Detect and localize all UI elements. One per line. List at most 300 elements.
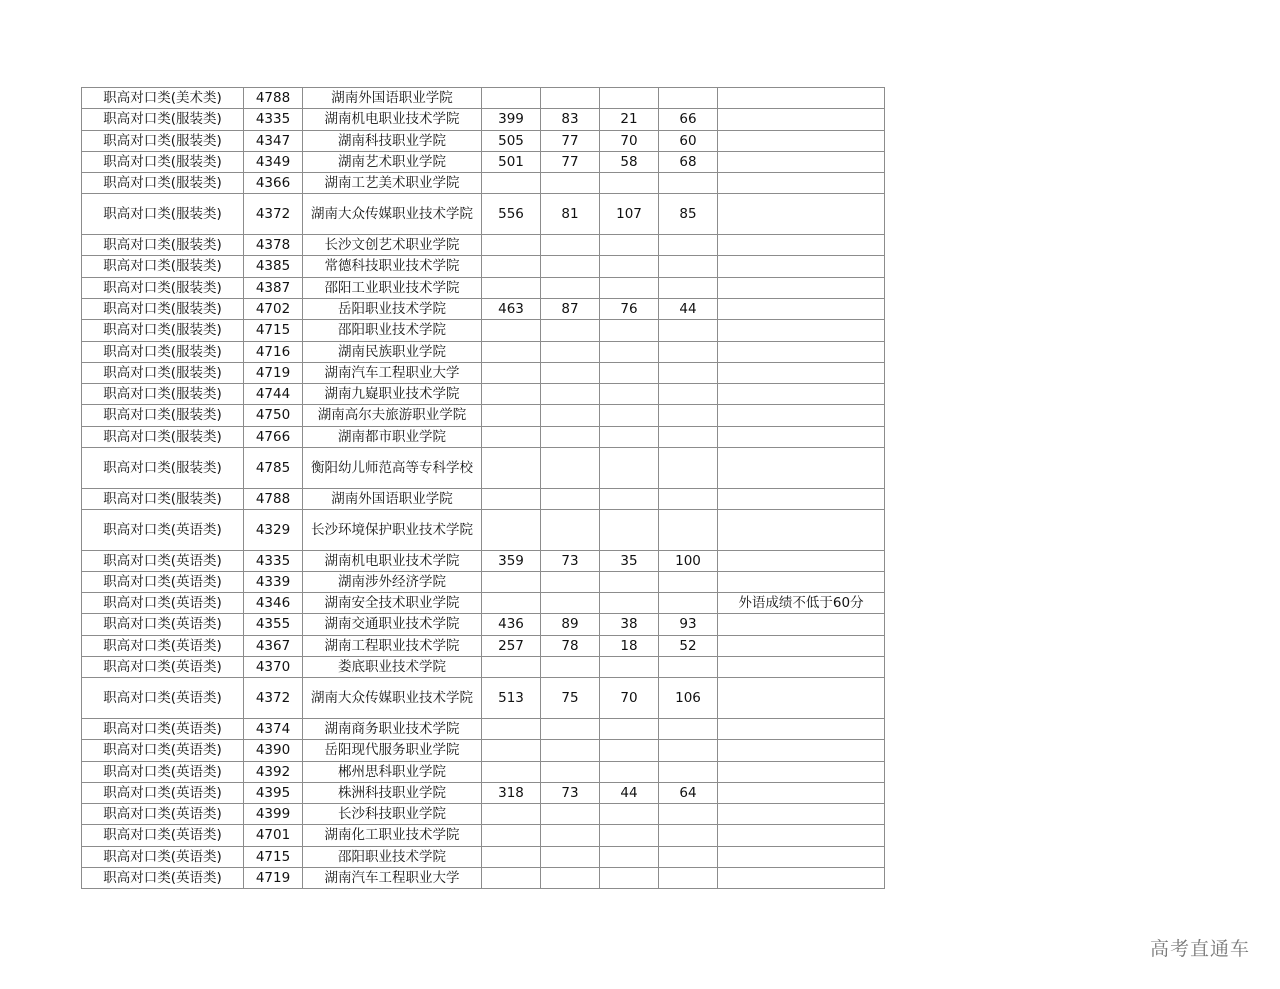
- score-cell-2: [541, 509, 600, 550]
- table-row: [82, 740, 885, 761]
- category-cell: 职高对口类(英语类): [82, 614, 244, 635]
- school-name-cell: 湖南安全技术职业学院: [303, 593, 482, 614]
- school-name-cell: 湖南化工职业技术学院: [303, 825, 482, 846]
- score-cell-4: [659, 488, 718, 509]
- table-body: [82, 88, 885, 889]
- score-cell-1: [482, 384, 541, 405]
- score-cell-1: [482, 88, 541, 109]
- school-code-cell: 4367: [244, 635, 303, 656]
- score-cell-1: [482, 593, 541, 614]
- school-code-cell: 4335: [244, 109, 303, 130]
- school-name-cell: 岳阳现代服务职业学院: [303, 740, 482, 761]
- note-cell: [718, 362, 885, 383]
- school-name-cell: 岳阳职业技术学院: [303, 298, 482, 319]
- score-cell-4: [659, 448, 718, 489]
- school-code-cell: 4387: [244, 277, 303, 298]
- score-cell-3: [600, 384, 659, 405]
- score-cell-4: [659, 362, 718, 383]
- school-code-cell: 4372: [244, 194, 303, 235]
- table-row: [82, 256, 885, 277]
- score-cell-1: [482, 867, 541, 888]
- score-cell-2: [541, 593, 600, 614]
- table-row: [82, 550, 885, 571]
- category-cell: 职高对口类(英语类): [82, 867, 244, 888]
- score-cell-3: [600, 88, 659, 109]
- score-cell-3: 18: [600, 635, 659, 656]
- category-cell: 职高对口类(服装类): [82, 109, 244, 130]
- score-cell-2: [541, 173, 600, 194]
- score-cell-4: 44: [659, 298, 718, 319]
- note-cell: [718, 298, 885, 319]
- school-code-cell: 4788: [244, 488, 303, 509]
- score-cell-3: [600, 448, 659, 489]
- score-cell-2: 73: [541, 782, 600, 803]
- score-cell-3: 58: [600, 151, 659, 172]
- school-code-cell: 4395: [244, 782, 303, 803]
- category-cell: 职高对口类(服装类): [82, 256, 244, 277]
- table-row: [82, 298, 885, 319]
- score-cell-2: [541, 320, 600, 341]
- score-cell-2: 75: [541, 678, 600, 719]
- category-cell: 职高对口类(服装类): [82, 277, 244, 298]
- category-cell: 职高对口类(服装类): [82, 130, 244, 151]
- school-name-cell: 湖南交通职业技术学院: [303, 614, 482, 635]
- score-cell-2: [541, 867, 600, 888]
- score-cell-3: [600, 761, 659, 782]
- category-cell: 职高对口类(服装类): [82, 194, 244, 235]
- table-row: [82, 109, 885, 130]
- school-name-cell: 湖南商务职业技术学院: [303, 718, 482, 739]
- category-cell: 职高对口类(英语类): [82, 761, 244, 782]
- school-code-cell: 4716: [244, 341, 303, 362]
- score-cell-2: [541, 846, 600, 867]
- score-cell-1: [482, 657, 541, 678]
- table-row: [82, 571, 885, 592]
- school-name-cell: 长沙文创艺术职业学院: [303, 235, 482, 256]
- score-cell-1: [482, 320, 541, 341]
- school-code-cell: 4719: [244, 867, 303, 888]
- table-row: [82, 761, 885, 782]
- score-cell-1: [482, 426, 541, 447]
- score-cell-2: [541, 341, 600, 362]
- note-cell: [718, 277, 885, 298]
- score-cell-4: [659, 593, 718, 614]
- score-cell-4: [659, 571, 718, 592]
- score-cell-4: [659, 867, 718, 888]
- score-cell-1: [482, 761, 541, 782]
- note-cell: 外语成绩不低于60分: [718, 593, 885, 614]
- category-cell: 职高对口类(英语类): [82, 635, 244, 656]
- note-cell: [718, 426, 885, 447]
- score-cell-2: 87: [541, 298, 600, 319]
- table-row: [82, 320, 885, 341]
- score-cell-1: [482, 277, 541, 298]
- note-cell: [718, 509, 885, 550]
- score-cell-1: 505: [482, 130, 541, 151]
- score-cell-1: [482, 488, 541, 509]
- score-cell-2: [541, 571, 600, 592]
- score-cell-2: 89: [541, 614, 600, 635]
- score-cell-4: [659, 804, 718, 825]
- table-row: [82, 488, 885, 509]
- score-cell-4: 66: [659, 109, 718, 130]
- category-cell: 职高对口类(服装类): [82, 384, 244, 405]
- table-row: [82, 341, 885, 362]
- score-cell-2: [541, 448, 600, 489]
- note-cell: [718, 88, 885, 109]
- score-cell-2: [541, 718, 600, 739]
- score-cell-3: [600, 341, 659, 362]
- note-cell: [718, 718, 885, 739]
- score-cell-2: [541, 761, 600, 782]
- score-cell-1: [482, 825, 541, 846]
- score-cell-3: [600, 320, 659, 341]
- score-cell-1: [482, 718, 541, 739]
- score-cell-4: [659, 825, 718, 846]
- note-cell: [718, 804, 885, 825]
- school-code-cell: 4390: [244, 740, 303, 761]
- school-code-cell: 4370: [244, 657, 303, 678]
- score-cell-3: 76: [600, 298, 659, 319]
- category-cell: 职高对口类(服装类): [82, 320, 244, 341]
- score-cell-3: 35: [600, 550, 659, 571]
- score-cell-4: 85: [659, 194, 718, 235]
- table-row: [82, 384, 885, 405]
- score-cell-2: [541, 657, 600, 678]
- category-cell: 职高对口类(服装类): [82, 235, 244, 256]
- score-cell-3: [600, 235, 659, 256]
- note-cell: [718, 740, 885, 761]
- score-cell-3: [600, 571, 659, 592]
- school-name-cell: 邵阳工业职业技术学院: [303, 277, 482, 298]
- score-cell-1: 399: [482, 109, 541, 130]
- school-name-cell: 湖南汽车工程职业大学: [303, 867, 482, 888]
- table-row: [82, 173, 885, 194]
- category-cell: 职高对口类(英语类): [82, 740, 244, 761]
- note-cell: [718, 614, 885, 635]
- school-code-cell: 4329: [244, 509, 303, 550]
- school-code-cell: 4719: [244, 362, 303, 383]
- school-name-cell: 长沙科技职业学院: [303, 804, 482, 825]
- score-cell-2: [541, 277, 600, 298]
- score-cell-3: 70: [600, 678, 659, 719]
- note-cell: [718, 384, 885, 405]
- score-cell-2: 77: [541, 130, 600, 151]
- school-name-cell: 娄底职业技术学院: [303, 657, 482, 678]
- table-row: [82, 426, 885, 447]
- score-cell-2: [541, 384, 600, 405]
- school-code-cell: 4346: [244, 593, 303, 614]
- school-code-cell: 4715: [244, 320, 303, 341]
- school-name-cell: 湖南九嶷职业技术学院: [303, 384, 482, 405]
- table-row: [82, 448, 885, 489]
- category-cell: 职高对口类(服装类): [82, 151, 244, 172]
- school-code-cell: 4702: [244, 298, 303, 319]
- note-cell: [718, 405, 885, 426]
- score-cell-3: [600, 277, 659, 298]
- score-cell-3: [600, 509, 659, 550]
- note-cell: [718, 173, 885, 194]
- table-row: [82, 405, 885, 426]
- note-cell: [718, 320, 885, 341]
- school-name-cell: 常德科技职业技术学院: [303, 256, 482, 277]
- table-row: [82, 277, 885, 298]
- school-name-cell: 邵阳职业技术学院: [303, 846, 482, 867]
- score-cell-1: [482, 405, 541, 426]
- score-cell-4: [659, 384, 718, 405]
- score-cell-2: [541, 235, 600, 256]
- note-cell: [718, 488, 885, 509]
- school-name-cell: 湖南艺术职业学院: [303, 151, 482, 172]
- note-cell: [718, 341, 885, 362]
- note-cell: [718, 256, 885, 277]
- school-name-cell: 湖南汽车工程职业大学: [303, 362, 482, 383]
- category-cell: 职高对口类(英语类): [82, 593, 244, 614]
- note-cell: [718, 635, 885, 656]
- school-code-cell: 4750: [244, 405, 303, 426]
- table-row: [82, 88, 885, 109]
- score-cell-4: [659, 320, 718, 341]
- score-cell-1: [482, 740, 541, 761]
- score-cell-2: [541, 804, 600, 825]
- score-cell-1: 513: [482, 678, 541, 719]
- note-cell: [718, 678, 885, 719]
- score-cell-2: [541, 488, 600, 509]
- school-name-cell: 湖南机电职业技术学院: [303, 109, 482, 130]
- score-cell-4: 52: [659, 635, 718, 656]
- score-cell-1: [482, 804, 541, 825]
- category-cell: 职高对口类(英语类): [82, 804, 244, 825]
- score-cell-3: 107: [600, 194, 659, 235]
- score-cell-1: 257: [482, 635, 541, 656]
- table-row: [82, 846, 885, 867]
- category-cell: 职高对口类(服装类): [82, 298, 244, 319]
- score-cell-1: [482, 571, 541, 592]
- score-cell-2: [541, 256, 600, 277]
- category-cell: 职高对口类(英语类): [82, 550, 244, 571]
- score-cell-1: [482, 448, 541, 489]
- score-cell-1: [482, 341, 541, 362]
- school-code-cell: 4785: [244, 448, 303, 489]
- category-cell: 职高对口类(服装类): [82, 488, 244, 509]
- score-cell-1: 556: [482, 194, 541, 235]
- score-cell-2: 83: [541, 109, 600, 130]
- score-cell-4: [659, 173, 718, 194]
- score-cell-1: [482, 362, 541, 383]
- table-row: [82, 867, 885, 888]
- school-name-cell: 湖南大众传媒职业技术学院: [303, 678, 482, 719]
- score-cell-4: 106: [659, 678, 718, 719]
- school-name-cell: 湖南机电职业技术学院: [303, 550, 482, 571]
- school-code-cell: 4766: [244, 426, 303, 447]
- table-row: [82, 509, 885, 550]
- table-row: [82, 194, 885, 235]
- table-row: [82, 614, 885, 635]
- note-cell: [718, 825, 885, 846]
- score-cell-3: [600, 488, 659, 509]
- school-name-cell: 湖南科技职业学院: [303, 130, 482, 151]
- school-code-cell: 4339: [244, 571, 303, 592]
- score-cell-2: 78: [541, 635, 600, 656]
- score-cell-1: 463: [482, 298, 541, 319]
- school-name-cell: 湖南外国语职业学院: [303, 488, 482, 509]
- table-row: [82, 235, 885, 256]
- score-cell-3: [600, 825, 659, 846]
- school-code-cell: 4715: [244, 846, 303, 867]
- table-row: [82, 130, 885, 151]
- category-cell: 职高对口类(英语类): [82, 718, 244, 739]
- score-cell-4: [659, 88, 718, 109]
- category-cell: 职高对口类(英语类): [82, 657, 244, 678]
- score-cell-4: 60: [659, 130, 718, 151]
- note-cell: [718, 846, 885, 867]
- score-cell-1: [482, 509, 541, 550]
- score-cell-3: [600, 426, 659, 447]
- score-cell-4: 100: [659, 550, 718, 571]
- note-cell: [718, 235, 885, 256]
- score-cell-4: 93: [659, 614, 718, 635]
- score-cell-3: [600, 657, 659, 678]
- school-code-cell: 4366: [244, 173, 303, 194]
- category-cell: 职高对口类(服装类): [82, 405, 244, 426]
- table-row: [82, 782, 885, 803]
- score-cell-3: [600, 405, 659, 426]
- table-row: [82, 718, 885, 739]
- score-cell-3: 21: [600, 109, 659, 130]
- school-code-cell: 4788: [244, 88, 303, 109]
- table-row: [82, 678, 885, 719]
- school-code-cell: 4744: [244, 384, 303, 405]
- school-name-cell: 湖南民族职业学院: [303, 341, 482, 362]
- note-cell: [718, 151, 885, 172]
- school-code-cell: 4355: [244, 614, 303, 635]
- table-row: [82, 635, 885, 656]
- category-cell: 职高对口类(服装类): [82, 341, 244, 362]
- school-name-cell: 湖南大众传媒职业技术学院: [303, 194, 482, 235]
- category-cell: 职高对口类(美术类): [82, 88, 244, 109]
- category-cell: 职高对口类(英语类): [82, 825, 244, 846]
- school-name-cell: 湖南涉外经济学院: [303, 571, 482, 592]
- school-name-cell: 湖南工程职业技术学院: [303, 635, 482, 656]
- table-row: [82, 593, 885, 614]
- score-cell-3: [600, 593, 659, 614]
- score-cell-2: [541, 740, 600, 761]
- score-cell-3: 44: [600, 782, 659, 803]
- note-cell: [718, 109, 885, 130]
- school-code-cell: 4701: [244, 825, 303, 846]
- school-name-cell: 株洲科技职业学院: [303, 782, 482, 803]
- score-cell-2: [541, 405, 600, 426]
- score-cell-4: [659, 846, 718, 867]
- school-name-cell: 邵阳职业技术学院: [303, 320, 482, 341]
- score-cell-4: [659, 657, 718, 678]
- score-cell-4: [659, 509, 718, 550]
- score-cell-4: [659, 740, 718, 761]
- score-cell-4: 68: [659, 151, 718, 172]
- score-cell-3: [600, 256, 659, 277]
- note-cell: [718, 130, 885, 151]
- score-cell-4: [659, 405, 718, 426]
- score-cell-3: [600, 173, 659, 194]
- school-code-cell: 4347: [244, 130, 303, 151]
- school-code-cell: 4392: [244, 761, 303, 782]
- school-code-cell: 4385: [244, 256, 303, 277]
- note-cell: [718, 448, 885, 489]
- score-cell-2: 81: [541, 194, 600, 235]
- score-cell-4: [659, 235, 718, 256]
- score-cell-3: [600, 846, 659, 867]
- score-cell-2: [541, 88, 600, 109]
- table-row: [82, 362, 885, 383]
- school-name-cell: 湖南工艺美术职业学院: [303, 173, 482, 194]
- score-cell-4: [659, 256, 718, 277]
- score-cell-4: [659, 718, 718, 739]
- school-name-cell: 郴州思科职业学院: [303, 761, 482, 782]
- school-name-cell: 衡阳幼儿师范高等专科学校: [303, 448, 482, 489]
- note-cell: [718, 571, 885, 592]
- school-code-cell: 4374: [244, 718, 303, 739]
- table-row: [82, 804, 885, 825]
- score-cell-2: 77: [541, 151, 600, 172]
- score-cell-3: 70: [600, 130, 659, 151]
- school-name-cell: 湖南高尔夫旅游职业学院: [303, 405, 482, 426]
- category-cell: 职高对口类(英语类): [82, 678, 244, 719]
- table-row: [82, 825, 885, 846]
- school-code-cell: 4399: [244, 804, 303, 825]
- admission-score-table: [81, 87, 885, 889]
- score-cell-3: [600, 740, 659, 761]
- category-cell: 职高对口类(服装类): [82, 426, 244, 447]
- school-code-cell: 4349: [244, 151, 303, 172]
- score-cell-2: [541, 362, 600, 383]
- score-cell-3: 38: [600, 614, 659, 635]
- score-cell-3: [600, 867, 659, 888]
- school-code-cell: 4378: [244, 235, 303, 256]
- score-cell-4: 64: [659, 782, 718, 803]
- note-cell: [718, 867, 885, 888]
- category-cell: 职高对口类(英语类): [82, 846, 244, 867]
- watermark-text: 高考直通车: [1149, 938, 1250, 960]
- note-cell: [718, 550, 885, 571]
- school-name-cell: 长沙环境保护职业技术学院: [303, 509, 482, 550]
- school-code-cell: 4335: [244, 550, 303, 571]
- score-cell-1: 318: [482, 782, 541, 803]
- category-cell: 职高对口类(服装类): [82, 448, 244, 489]
- score-cell-2: 73: [541, 550, 600, 571]
- category-cell: 职高对口类(服装类): [82, 173, 244, 194]
- school-name-cell: 湖南都市职业学院: [303, 426, 482, 447]
- category-cell: 职高对口类(英语类): [82, 782, 244, 803]
- category-cell: 职高对口类(英语类): [82, 509, 244, 550]
- school-code-cell: 4372: [244, 678, 303, 719]
- score-cell-1: 501: [482, 151, 541, 172]
- table-row: [82, 657, 885, 678]
- score-cell-3: [600, 718, 659, 739]
- score-cell-1: [482, 235, 541, 256]
- score-cell-4: [659, 761, 718, 782]
- score-cell-1: [482, 256, 541, 277]
- score-cell-1: 359: [482, 550, 541, 571]
- score-cell-4: [659, 426, 718, 447]
- table-row: [82, 151, 885, 172]
- score-cell-3: [600, 362, 659, 383]
- score-cell-2: [541, 426, 600, 447]
- score-cell-4: [659, 277, 718, 298]
- score-cell-2: [541, 825, 600, 846]
- school-name-cell: 湖南外国语职业学院: [303, 88, 482, 109]
- score-cell-3: [600, 804, 659, 825]
- note-cell: [718, 761, 885, 782]
